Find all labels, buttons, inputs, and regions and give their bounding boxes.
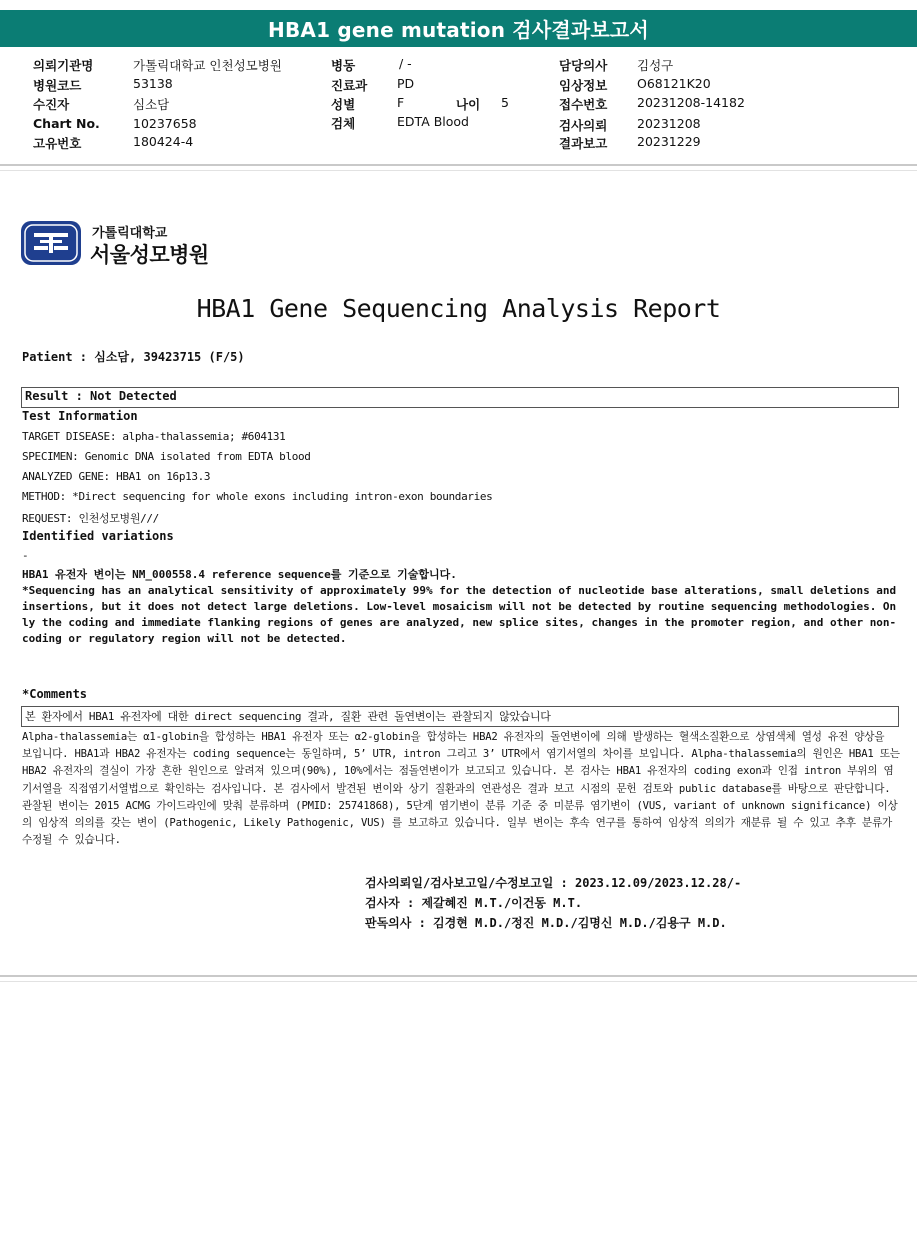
specimen: SPECIMEN: Genomic DNA isolated from EDTA blood xyxy=(22,450,311,463)
identified-variations-heading: Identified variations xyxy=(22,529,174,543)
value: / - xyxy=(399,56,412,71)
signature-examiner: 검사자 : 제갈혜진 M.T./이건동 M.T. xyxy=(365,896,583,910)
info-sex xyxy=(331,95,405,113)
value: O68121K20 xyxy=(637,76,711,91)
label: 고유번호 xyxy=(33,136,82,151)
label: 의뢰기관명 xyxy=(33,58,94,73)
info-age xyxy=(456,95,509,113)
sensitivity-note: *Sequencing has an analytical sensitivity of approximately 99% for the detection of nucleotide base alterations, small deletions and insertions, but it does not detect large deletions. Low-level mosaicism will not be detected by routine sequencing methodologies. Only the coding and immediate flanking regions of genes are analyzed, new splice sites, changes in the promoter region, and other non-coding or regulatory region will not be detected. xyxy=(22,584,897,645)
comment-body: Alpha-thalassemia는 α1-globin을 합성하는 HBA1 유전자 또는 α2-globin을 합성하는 HBA2 유전자의 돌연변이에 의해 발생하는 혈색소질환으로 상염색체 열성 유전 양상을 보입니다. HBA1과 HBA2 유전자는 coding sequence는 동일하며, 5’ UTR, intron 그리고 3’ UTR에서 염기서열의 차이를 보입니다. Alpha-thalassemia의 원인은 HBA1 또는 HBA2 유전자의 결실이 가장 흔한 원인으로 알려져 있으며(90%), 10%에서는 점돌연변이가 보고되고 있습니다. 본 검사는 HBA1 유전자의 coding exon과 인접 intron 부위의 염기서열을 직접염기서열법으로 확인하는 검사입니다. 본 검사에서 발견된 변이와 상기 질환과의 연관성은 결과 보고 시점의 문헌 검토와 public database를 바탕으로 판단합니다. 관찰된 변이는 2015 ACMG 가이드라인에 맞춰 분류하며 (PMID: 25741868), 5단계 염기변이 분류 기준 중 미분류 염기변이 (VUS, variant of unknown significance) 이상의 임상적 의의를 갖는 변이 (Pathogenic, Likely Pathogenic, VUS) 를 보고하고 있습니다. 일부 변이는 후속 연구를 통하여 임상적 의의가 재분류 될 수 있고 추후 분류가 수정될 수 있습니다. xyxy=(22,731,900,847)
label: 병동 xyxy=(331,58,356,73)
divider-bottom-shadow xyxy=(0,981,917,982)
sequencing-notes xyxy=(22,567,902,647)
signature-dates: 검사의뢰일/검사보고일/수정보고일 : 2023.12.09/2023.12.28/- xyxy=(365,876,742,890)
value: 20231208-14182 xyxy=(637,95,745,110)
comment-summary: 본 환자에서 HBA1 유전자에 대한 direct sequencing 결과, 질환 관련 돌연변이는 관찰되지 않았습니다 xyxy=(25,710,551,723)
value: 20231208 xyxy=(637,116,701,131)
info-request-date xyxy=(559,116,701,134)
request: REQUEST: 인천성모병원/// xyxy=(22,512,159,525)
label: 담당의사 xyxy=(559,58,608,73)
value: 심소담 xyxy=(133,97,170,112)
info-clinical xyxy=(559,76,711,94)
identified-variations-value: - xyxy=(22,549,29,562)
info-unique-no xyxy=(33,134,194,152)
value: 53138 xyxy=(133,76,173,91)
info-specimen xyxy=(331,114,469,132)
info-patient-name xyxy=(33,95,170,113)
method: METHOD: *Direct sequencing for whole exons including intron-exon boundaries xyxy=(22,490,493,503)
info-department xyxy=(331,76,415,94)
value: 10237658 xyxy=(133,116,197,131)
label: 나이 xyxy=(456,97,481,112)
label: 병원코드 xyxy=(33,78,82,93)
divider-top-shadow xyxy=(0,170,917,171)
value: 가톨릭대학교 인천성모병원 xyxy=(133,58,282,73)
logo-university-name: 가톨릭대학교 xyxy=(92,226,168,241)
value: 김성구 xyxy=(637,58,674,73)
divider-top xyxy=(0,164,917,166)
report-title: HBA1 Gene Sequencing Analysis Report xyxy=(196,294,721,323)
comments-heading: *Comments xyxy=(22,687,88,701)
label: 결과보고 xyxy=(559,136,608,151)
info-hospital-code xyxy=(33,76,173,94)
comment-summary-box xyxy=(21,706,899,727)
label: 수진자 xyxy=(33,97,70,112)
logo-hospital-name: 서울성모병원 xyxy=(90,243,209,267)
info-institution xyxy=(33,56,282,74)
label: Chart No. xyxy=(33,116,100,131)
hospital-emblem-icon xyxy=(20,220,82,266)
hospital-logo xyxy=(20,220,82,270)
label: 성별 xyxy=(331,97,356,112)
info-receipt-no xyxy=(559,95,745,113)
patient-line: Patient : 심소담, 39423715 (F/5) xyxy=(22,350,245,364)
value: 180424-4 xyxy=(133,134,194,149)
result-text: Result : Not Detected xyxy=(25,389,177,403)
target-disease: TARGET DISEASE: alpha-thalassemia; #604131 xyxy=(22,430,286,443)
value: EDTA Blood xyxy=(397,114,469,129)
value: PD xyxy=(397,76,415,91)
result-box xyxy=(21,387,899,408)
signature-doctors: 판독의사 : 김경현 M.D./정진 M.D./김명신 M.D./김용구 M.D. xyxy=(365,916,727,930)
info-ward xyxy=(331,56,412,74)
value: 20231229 xyxy=(637,134,701,149)
label: 진료과 xyxy=(331,78,368,93)
test-info-heading: Test Information xyxy=(22,409,138,423)
label: 검체 xyxy=(331,116,356,131)
analyzed-gene: ANALYZED GENE: HBA1 on 16p13.3 xyxy=(22,470,211,483)
value: 5 xyxy=(501,95,509,110)
info-report-date xyxy=(559,134,701,152)
info-doctor xyxy=(559,56,674,74)
label: 검사의뢰 xyxy=(559,118,608,133)
reference-note: HBA1 유전자 변이는 NM_000558.4 reference sequence를 기준으로 기술합니다. xyxy=(22,568,457,581)
label: 접수번호 xyxy=(559,97,608,112)
value: F xyxy=(397,95,405,110)
report-header-title: HBA1 gene mutation 검사결과보고서 xyxy=(0,10,917,47)
info-chart-no xyxy=(33,116,197,131)
label: 임상정보 xyxy=(559,78,608,93)
divider-bottom xyxy=(0,975,917,977)
